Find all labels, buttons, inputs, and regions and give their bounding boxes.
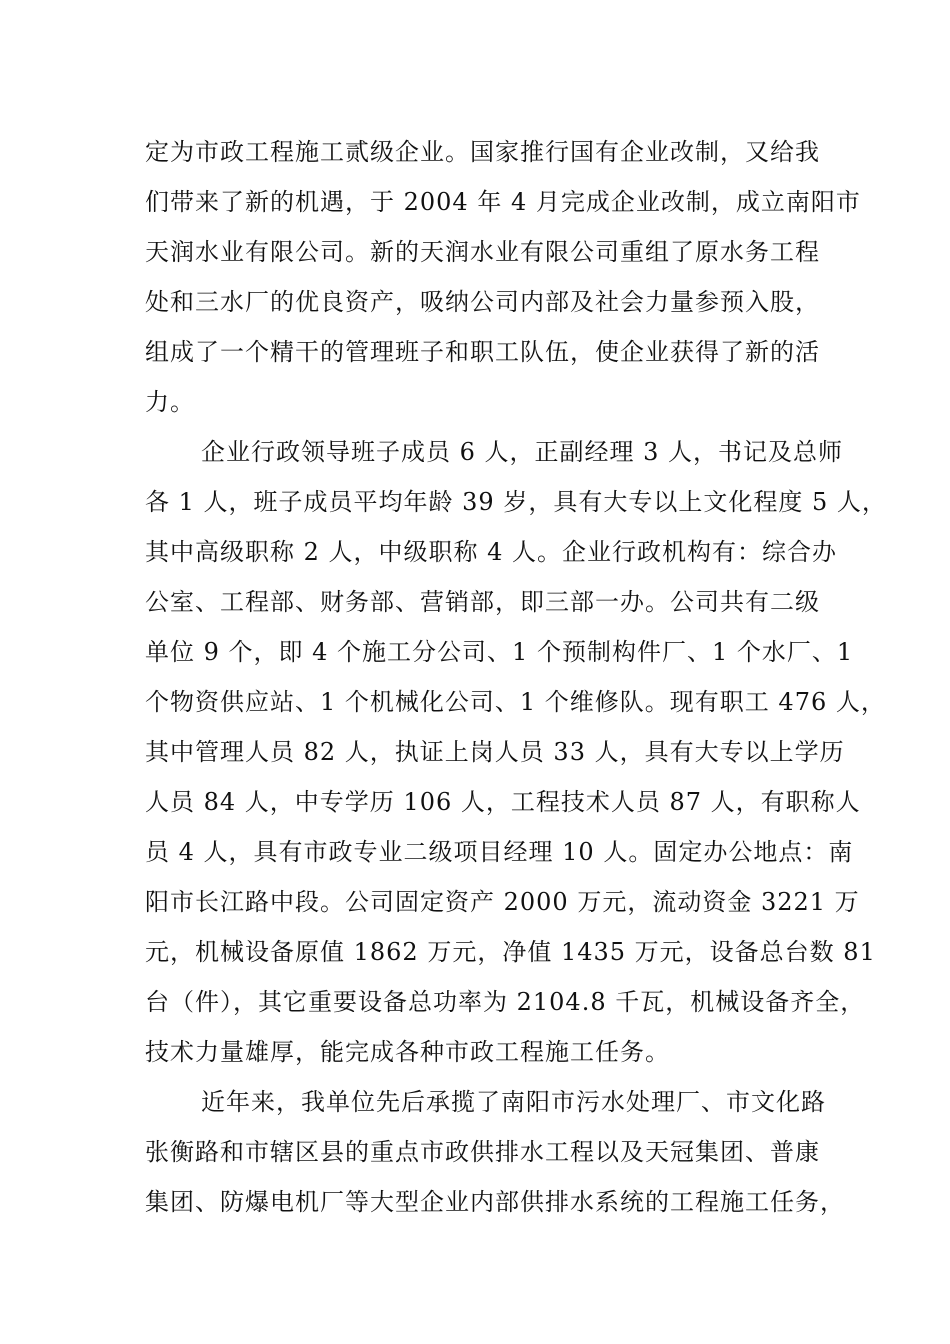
document-body [145,127,887,1227]
text-line: 处和三水厂的优良资产，吸纳公司内部及社会力量参预入股， [145,288,820,316]
text-line: 个物资供应站、1 个机械化公司、1 个维修队。现有职工 476 人， [145,688,886,716]
text-line: 其中管理人员 82 人，执证上岗人员 33 人，具有大专以上学历 [145,738,845,766]
paragraph-1 [145,127,861,427]
text-line: 员 4 人，具有市政专业二级项目经理 10 人。固定办公地点：南 [145,838,854,866]
text-line: 阳市长江路中段。公司固定资产 2000 万元，流动资金 3221 万 [145,888,860,916]
text-line: 公室、工程部、财务部、营销部，即三部一办。公司共有二级 [145,588,820,616]
text-line: 技术力量雄厚，能完成各种市政工程施工任务。 [145,1038,670,1066]
paragraph-3 [145,1077,845,1227]
text-line: 人员 84 人，中专学历 106 人，工程技术人员 87 人，有职称人 [145,788,861,816]
text-line: 台（件），其它重要设备总功率为 2104.8 千瓦，机械设备齐全， [145,988,866,1016]
text-line: 定为市政工程施工贰级企业。国家推行国有企业改制，又给我 [145,138,820,166]
text-line: 组成了一个精干的管理班子和职工队伍，使企业获得了新的活 [145,338,820,366]
text-line: 集团、防爆电机厂等大型企业内部供排水系统的工程施工任务， [145,1188,845,1216]
paragraph-2 [145,427,887,1077]
text-line: 张衡路和市辖区县的重点市政供排水工程以及天冠集团、普康 [145,1138,820,1166]
text-line: 近年来，我单位先后承揽了南阳市污水处理厂、市文化路 [201,1088,826,1116]
text-line: 单位 9 个，即 4 个施工分公司、1 个预制构件厂、1 个水厂、1 [145,638,854,666]
text-line: 各 1 人，班子成员平均年龄 39 岁，具有大专以上文化程度 5 人， [145,488,887,516]
text-line: 天润水业有限公司。新的天润水业有限公司重组了原水务工程 [145,238,820,266]
text-line: 元，机械设备原值 1862 万元，净值 1435 万元，设备总台数 81 [145,938,876,966]
text-line: 其中高级职称 2 人，中级职称 4 人。企业行政机构有：综合办 [145,538,838,566]
text-line: 们带来了新的机遇，于 2004 年 4 月完成企业改制，成立南阳市 [145,188,861,216]
text-line: 企业行政领导班子成员 6 人，正副经理 3 人，书记及总师 [201,438,844,466]
text-line: 力。 [145,388,195,416]
